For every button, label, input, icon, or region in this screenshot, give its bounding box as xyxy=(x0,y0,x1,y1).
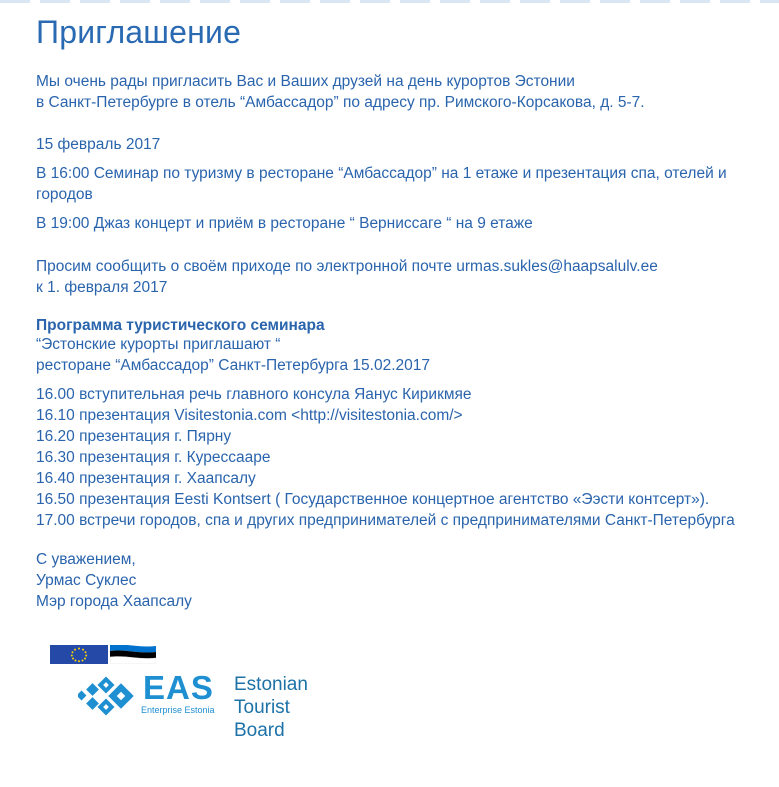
tourist-board-line-1: Estonian xyxy=(234,674,308,695)
estonian-flag-icon xyxy=(110,645,156,664)
eu-flag-icon xyxy=(50,645,108,664)
top-decorative-line xyxy=(0,0,779,3)
program-item: 16.40 презентация г. Хаапсалу xyxy=(36,470,256,487)
page-title: Приглашение xyxy=(36,14,242,50)
program-item: 16.20 презентация г. Пярну xyxy=(36,428,232,445)
program-heading: Программа туристического семинара xyxy=(36,317,325,334)
signature-greeting: С уважением, xyxy=(36,551,136,568)
rsvp-line-1: Просим сообщить о своём приходе по электронной почте urmas.sukles@haapsalulv.ee xyxy=(36,258,658,275)
event-seminar: В 16:00 Семинар по туризму в ресторане “Амбассадор” на 1 етаже и презентация спа, отелей и городов xyxy=(36,165,727,203)
event-jazz: В 19:00 Джаз концерт и приём в ресторане “ Вернисcаге “ на 9 етаже xyxy=(36,215,533,232)
rsvp-line-2: к 1. февраля 2017 xyxy=(36,279,168,296)
eas-logo-subtitle: Enterprise Estonia xyxy=(141,705,215,715)
tourist-board-line-2: Tourist Board xyxy=(234,697,290,741)
signature-name: Урмас Суклес xyxy=(36,572,137,589)
program-subtitle-2: ресторане “Амбассадор” Санкт-Петербурга 15.02.2017 xyxy=(36,357,430,374)
eas-logo-text: EAS xyxy=(143,669,214,706)
tourist-board-logo-text xyxy=(234,673,308,742)
intro-line-1: Мы очень рады пригласить Вас и Ваших друзей на день курортов Эстонии xyxy=(36,73,575,90)
signature-position: Мэр города Хаапсалу xyxy=(36,593,192,610)
program-subtitle-1: “Эстонские курорты приглашают “ xyxy=(36,336,281,353)
program-item: 16.30 презентация г. Курессааре xyxy=(36,449,271,466)
event-date: 15 февраль 2017 xyxy=(36,136,161,153)
program-item: 16.00 вступительная речь главного консула Яанус Кирикмяе xyxy=(36,386,472,403)
intro-line-2: в Санкт-Петербурге в отель “Амбассадор” по адресу пр. Римского-Корсакова, д. 5-7. xyxy=(36,94,645,111)
eas-emblem-icon xyxy=(78,675,136,722)
program-item: 16.50 презентация Eesti Kontsert ( Государственное концертное агентство «Ээсти контсерт»). xyxy=(36,491,710,508)
program-item: 16.10 презентация Visitestonia.com <http://visitestonia.com/> xyxy=(36,407,463,424)
program-item: 17.00 встречи городов, спа и других предпринимателей с предпринимателями Санкт-Петербурга xyxy=(36,512,735,529)
